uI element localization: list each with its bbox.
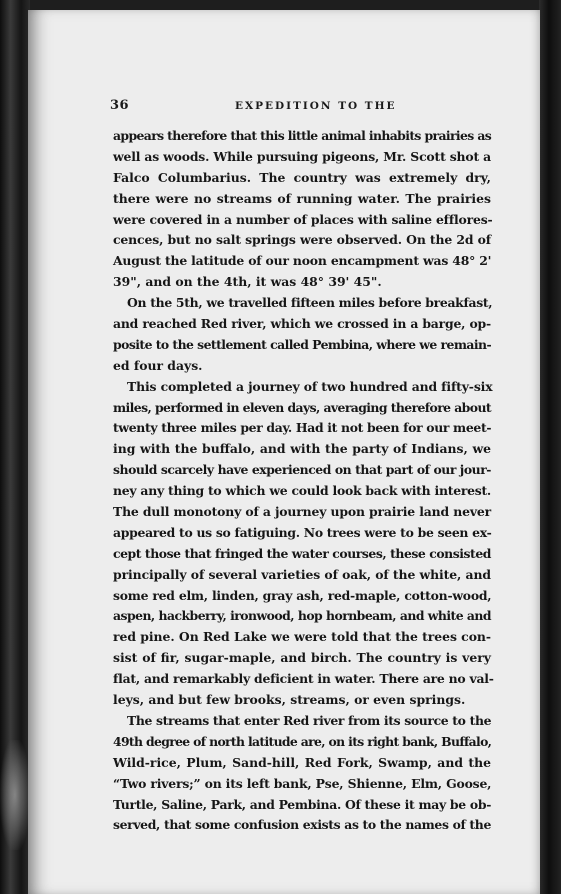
text-line: 49th degree of north latitude are, on its right bank, Buffalo, xyxy=(113,733,492,749)
text-line: The dull monotony of a journey upon prairie land never xyxy=(113,504,491,520)
text-line: aspen, hackberry, ironwood, hop hornbeam, and white and xyxy=(113,608,491,624)
text-line: Wild-rice, Plum, Sand-hill, Red Fork, Swamp, and the xyxy=(113,754,491,770)
text-line: twenty three miles per day. Had it not been for our meet- xyxy=(113,420,492,436)
page-header xyxy=(110,98,490,118)
text-line: This completed a journey of two hundred and fifty-six xyxy=(127,378,493,394)
margin-blemish xyxy=(0,740,30,850)
text-line: appeared to us so fatiguing. No trees were to be seen ex- xyxy=(113,524,492,540)
text-line: served, that some confusion exists as to the names of the xyxy=(113,817,491,833)
text-line: well as woods. While pursuing pigeons, Mr. Scott shot a xyxy=(113,148,491,164)
text-line: flat, and remarkably deficient in water. There are no val- xyxy=(113,671,494,687)
text-line: cept those that fringed the water courses, these consisted xyxy=(113,545,491,561)
text-line: Turtle, Saline, Park, and Pembina. Of these it may be ob- xyxy=(113,796,492,812)
text-line: leys, and but few brooks, streams, or even springs. xyxy=(113,692,466,708)
text-line: On the 5th, we travelled fifteen miles before breakfast, xyxy=(127,295,493,311)
text-line: and reached Red river, which we crossed in a barge, op- xyxy=(113,316,491,332)
text-line: appears therefore that this little animal inhabits prairies as xyxy=(113,128,492,143)
text-line: miles, performed in eleven days, averaging therefore about xyxy=(113,399,491,415)
text-line: principally of several varieties of oak, of the white, and xyxy=(113,566,491,582)
text-line: there were no streams of running water. The prairies xyxy=(113,190,491,206)
text-line: cences, but no salt springs were observed. On the 2d of xyxy=(113,232,491,248)
text-line: ing with the buffalo, and with the party of Indians, we xyxy=(113,441,491,457)
page-number: 36 xyxy=(110,98,130,113)
text-line: should scarcely have experienced on that part of our jour- xyxy=(113,462,491,478)
text-line: sist of fir, sugar-maple, and birch. The country is very xyxy=(113,650,491,666)
text-line: Falco Columbarius. The country was extremely dry, xyxy=(113,169,491,185)
body-text xyxy=(113,126,494,836)
text-line: were covered in a number of places with saline efflores- xyxy=(113,211,493,227)
text-line: “Two rivers;” on its left bank, Pse, Shienne, Elm, Goose, xyxy=(113,775,492,791)
text-line: some red elm, linden, gray ash, red-maple, cotton-wood, xyxy=(113,587,492,603)
text-line: red pine. On Red Lake we were told that the trees con- xyxy=(113,629,491,645)
text-line: 39", and on the 4th, it was 48° 39' 45". xyxy=(113,274,382,290)
text-line: posite to the settlement called Pembina, where we remain- xyxy=(113,336,492,352)
book-edge-right xyxy=(539,0,561,894)
text-line: The streams that enter Red river from its source to the xyxy=(127,712,492,728)
running-head: EXPEDITION TO THE xyxy=(235,100,397,112)
text-line: ney any thing to which we could look back with interest. xyxy=(113,483,491,499)
text-line: August the latitude of our noon encampment was 48° 2' xyxy=(113,253,492,269)
text-line: ed four days. xyxy=(113,357,203,373)
